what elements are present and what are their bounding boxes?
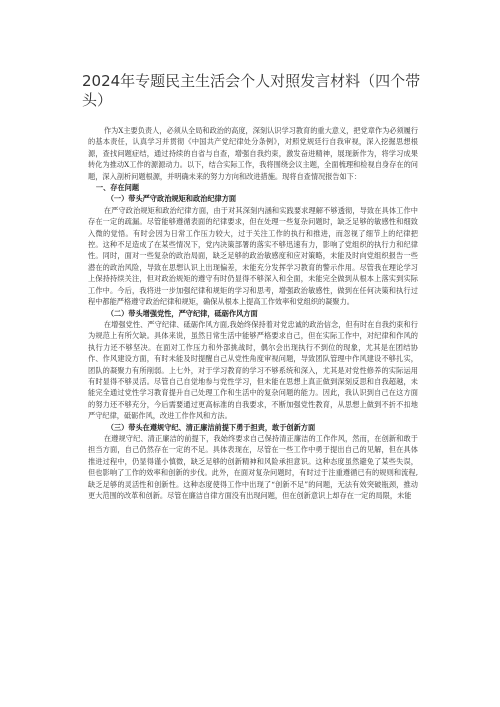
intro-paragraph: 作为X主要负责人，必须从全局和政治的高度，深刻认识学习教育的重大意义，把党章作为必须履行的基本责任，认真学习并贯彻《中国共产党纪律处分条例》，对照党规廷行自我审视，深入挖掘思想根源，查找问题症结，通过持续的自省与自查，增强自我约束，激发奋进精神，展现新作为，将学习成果转化为推动X工作的源源动力。以下，结合实际工作，我将围绕会议主题，全面梳理和检视自身存在的问题，深入剖析问题根源，并明确未来的努力方向和改进措施。现将自查情况报告如下： (88, 126, 419, 181)
section-heading: 一、存在问题 (95, 183, 140, 193)
subsection-heading-1: （一）带头严守政治规矩和政治纪律方面 (106, 194, 237, 204)
paragraph-1: 在严守政治规矩和政治纪律方面，由于对其深刻内涵和实践要求理解不够透彻，导致在具体工作中存在一定的疏漏。尽管能够遵循表面的纪律要求，但在处理一些复杂问题时，缺乏足够的敏感性和细致入微的觉悟。有时会因为日常工作压力较大，过于关注工作的执行和推进，而忽视了细节上的纪律把控。这种不足造成了在某些情况下，党内决策部署的落实不够迅速有力，影响了党组织的执行力和纪律性。同时，面对一些复杂的政治局面，缺乏足够的政治敏感度和应对策略，未能及时向党组织报告一些潜在的政治风险，导致在思想认识上出现偏差，未能充分发挥学习教育的警示作用。尽管我在理论学习上保持持续关注，但对政治规矩的遵守有时仍显得不够深入和全面，未能完全做到从根本上落实到实际工作中。今后，我将进一步加强纪律和规矩的学习和思考，增强政治敏感性，做到在任何决策和执行过程中都能严格遵守政治纪律和规矩，确保从根本上提高工作效率和党组织的凝聚力。 (88, 205, 418, 307)
document-body (88, 125, 418, 501)
subsection-heading-2: （二）带头增强党性，严守纪律，砥砺作风方面 (106, 308, 258, 318)
document-title: 2024年专题民主生活会个人对照发言材料（四个带头） (82, 72, 421, 109)
subsection-heading-3: （三）带头在遵规守纪、清正廉洁前提下勇于担责，敢于创新方面 (106, 422, 316, 432)
paragraph-3: 在遵规守纪、清正廉洁的前提下，我始终要求自己保持清正廉洁的工作作风，然而，在创新和敢于担当方面，自己仍然存在一定的不足。具体表现在，尽管在一些工作中勇于提出自己的见解，但在具体推进过程中，仍显得谨小慎微，缺乏足够的创新精神和风险承担意识。这种态度虽然避免了某些失误，但也影响了工作的效率和创新的步伐。此外，在面对复杂问题时，有时过于注重遵循已有的规则和流程,缺乏足够的灵活性和创新性。这种态度使得工作中出现了“创新不足”的问题，无法有效突破瓶颈，推动更大范围的改革和创新。尽管在廉洁自律方面没有出现问题，但在创新意识上却存在一定的局限，未能 (88, 433, 418, 500)
paragraph-2: 在增强党性、严守纪律、砥砺作风方面,我始终保持着对党忠诚的政治信念，但有时在自我约束和行为规范上有所欠缺。具体来说，虽然日常生活中能够严格要求自己，但在实际工作中，对纪律和作风的执行力还不够坚决。在面对工作压力和外部挑战时，偶尔会出现执行不到位的现象，尤其是在团结协作、作风建设方面，有时未能及时提醒自己从党性角度审视问题，导致团队管理中作风建设不够扎实，团队的凝聚力有所削弱。上七外，对于学习教育的学习不够系统和深入，尤其是对党性修养的实际运用有时显得不够灵活。尽管自己自觉地参与党性学习，但未能在思想上真正做到深刻反思和自我超越，未能完全通过党性学习教育提升自己处理工作和生活中的复杂问题的能力。因此，我认识到自己在这方面的努力还不够充分，今后需要通过更高标准的自我要求，不断加强党性教育，从思想上做到不折不扣地严守纪律，砥砺作风，改进工作作风和方法。 (88, 319, 418, 421)
